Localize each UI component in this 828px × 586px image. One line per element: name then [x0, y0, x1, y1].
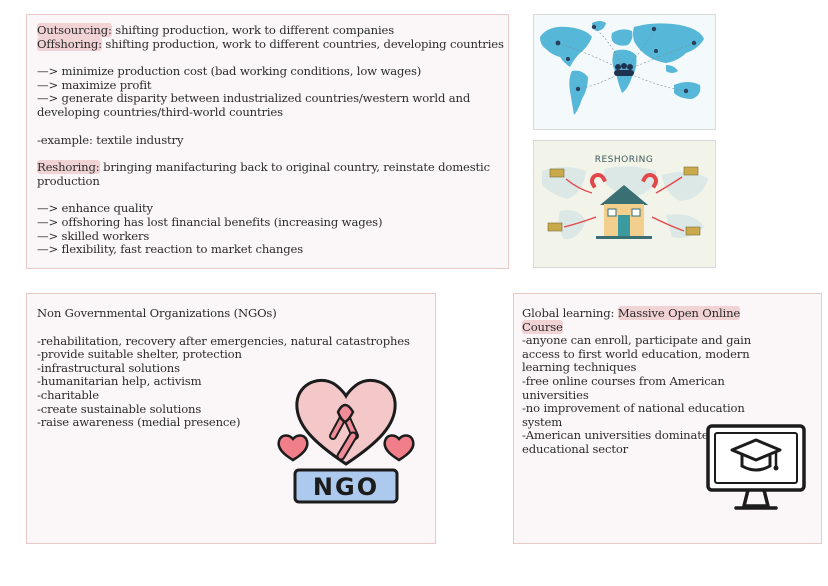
ngo-item: -provide suitable shelter, protection [37, 347, 242, 362]
ngo-item: -create sustainable solutions [37, 401, 202, 416]
mooc-title-line-2 [522, 321, 751, 335]
offshoring-term: Offshoring: [37, 36, 102, 51]
outsourcing-line [37, 24, 504, 38]
mooc-line: learning techniques [522, 360, 637, 375]
reason-item: —> flexibility, fast reaction to market changes [37, 242, 304, 257]
mooc-line: -anyone can enroll, participate and gain [522, 333, 752, 348]
monitor-graduation-icon [704, 420, 808, 518]
reason-item: —> skilled workers [37, 228, 150, 243]
reshoring-line [37, 161, 504, 175]
global-learning-card [513, 293, 822, 544]
reason-item: —> offshoring has lost financial benefits (increasing wages) [37, 214, 383, 229]
ngo-card [26, 293, 436, 544]
reshoring-definition: bringing manifacturing back to original country, reinstate domestic [99, 160, 490, 175]
mooc-title-line [522, 307, 751, 321]
mooc-line: -no improvement of national education [522, 401, 745, 416]
mooc-line: system [522, 414, 563, 429]
mooc-title-highlight: Massive Open Online [617, 306, 741, 320]
reshoring-line-cont: production [37, 173, 100, 188]
ngo-logo [273, 364, 419, 514]
ngo-item: -infrastructural solutions [37, 360, 180, 375]
ngo-item: -humanitarian help, activism [37, 374, 202, 389]
ngo-item: -rehabilitation, recovery after emergencies, natural catastrophes [37, 333, 410, 348]
effect-item: developing countries/third-world countries [37, 104, 283, 119]
offshoring-line [37, 38, 504, 52]
mooc-title-prefix: Global learning: [522, 306, 618, 320]
reason-item: —> enhance quality [37, 201, 153, 216]
mooc-line: universities [522, 387, 589, 402]
mooc-line: educational sector [522, 441, 629, 456]
world-map-image [533, 14, 716, 130]
ngo-item: -charitable [37, 387, 99, 402]
reshoring-illustration [534, 141, 714, 266]
small-heart-icon [385, 435, 414, 460]
mooc-title-highlight-2: Course [522, 319, 563, 334]
reshoring-term: Reshoring: [37, 160, 100, 175]
outsourcing-text-block [37, 24, 504, 257]
mooc-line: access to first world education, modern [522, 346, 750, 361]
ngo-item: -raise awareness (medial presence) [37, 415, 241, 430]
effect-item: —> minimize production cost (bad working conditions, low wages) [37, 64, 422, 79]
effect-item: —> generate disparity between industrialized countries/western world and [37, 91, 471, 106]
world-map-illustration [534, 15, 714, 128]
offshoring-definition: shifting production, work to different countries, developing countries [101, 36, 504, 51]
outsourcing-card [26, 14, 509, 269]
ngo-title: Non Governmental Organizations (NGOs) [37, 306, 277, 320]
small-heart-icon [279, 435, 308, 460]
outsourcing-definition: shifting production, work to different companies [111, 23, 395, 37]
mooc-line: -free online courses from American [522, 373, 725, 388]
reshoring-image [533, 140, 716, 268]
outsourcing-term: Outsourcing: [37, 23, 112, 37]
reshoring-label: RESHORING [594, 155, 654, 165]
effect-item: —> maximize profit [37, 77, 152, 92]
mooc-line: -American universities dominate [522, 428, 709, 443]
ngo-badge-text: NGO [312, 473, 380, 501]
example-line: -example: textile industry [37, 132, 184, 147]
